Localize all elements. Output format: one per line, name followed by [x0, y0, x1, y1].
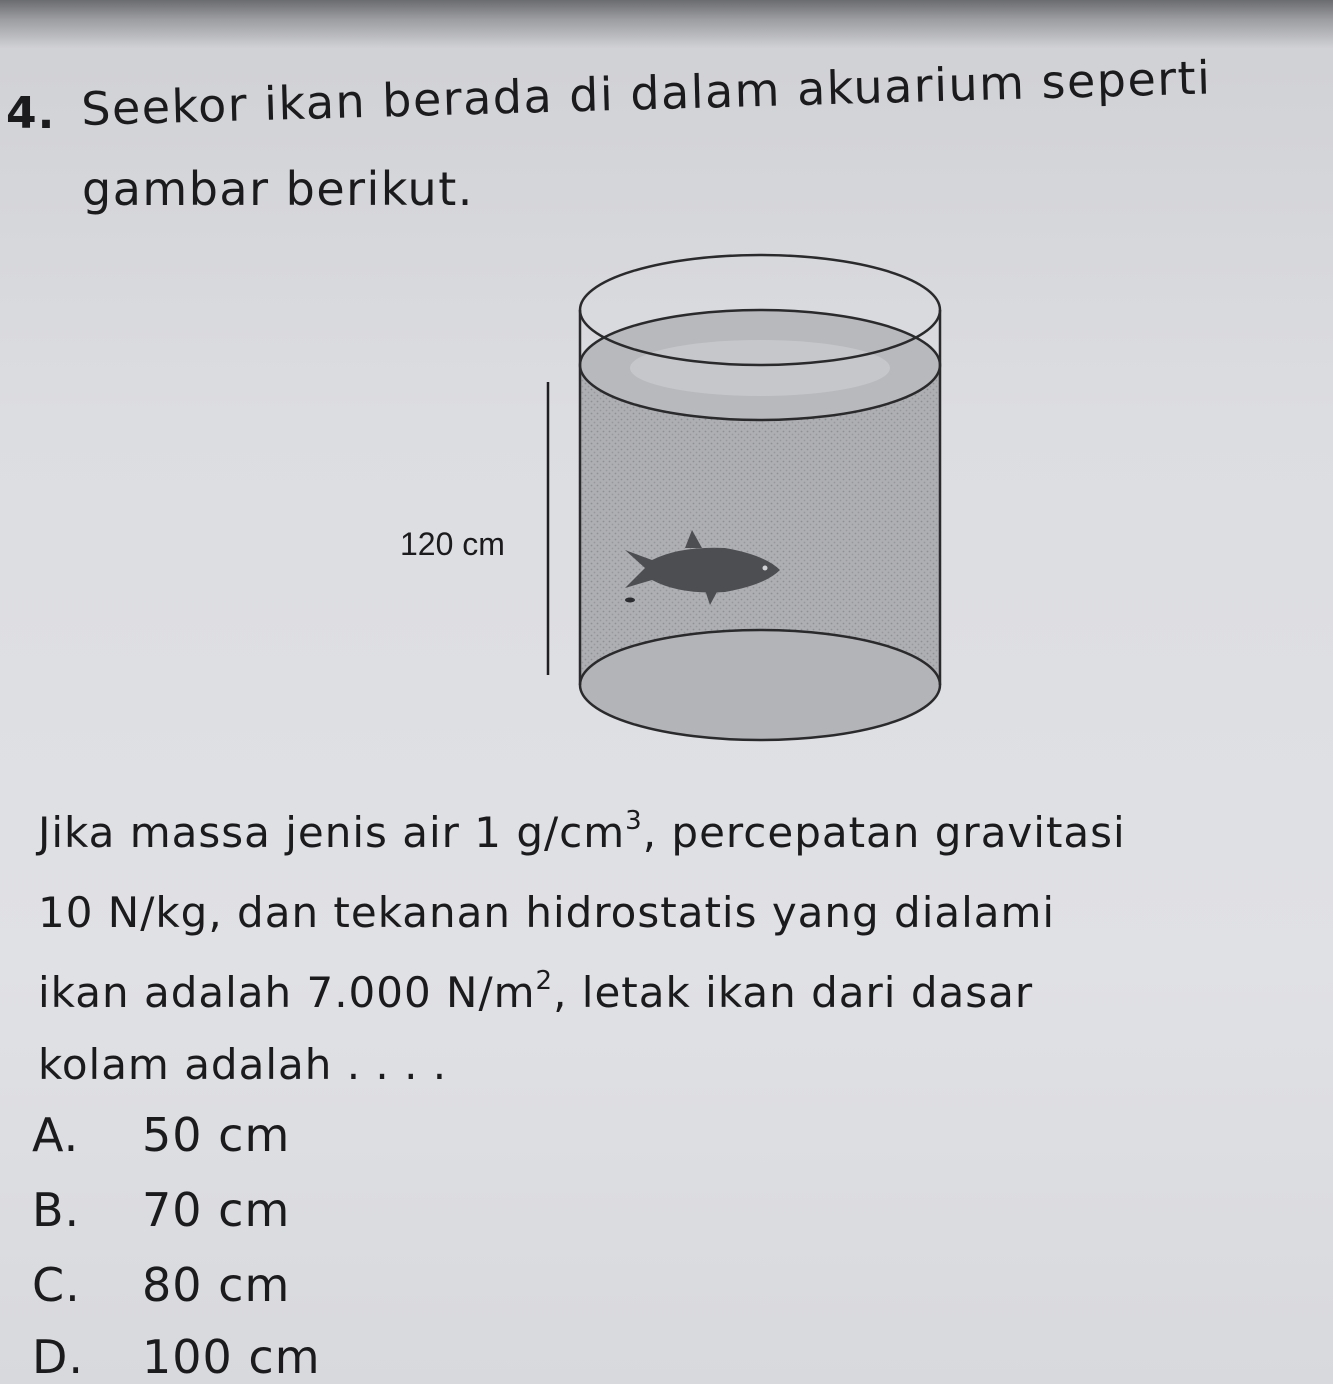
height-label: 120 cm [400, 526, 505, 562]
option-c[interactable]: C. 80 cm [32, 1258, 291, 1312]
page-top-shadow [0, 0, 1333, 48]
option-b[interactable]: B. 70 cm [32, 1183, 291, 1237]
question-text-line-1: Seekor ikan berada di dalam akuarium seperti [80, 50, 1213, 137]
body-line-1: Jika massa jenis air 1 $g/cm^3$, percepatan gravitasi [38, 806, 1126, 857]
option-d[interactable]: D. 100 cm [32, 1330, 321, 1384]
question-number: 4. [6, 88, 56, 139]
tank-bottom [580, 630, 940, 740]
option-a[interactable]: A. 50 cm [32, 1108, 291, 1162]
body-line-4: kolam adalah . . . . [38, 1040, 448, 1089]
body-line-3: ikan adalah 7.000 $N/m^2$, letak ikan dari dasar [38, 966, 1034, 1017]
aquarium-figure [380, 250, 960, 760]
question-text-line-2: gambar berikut. [82, 162, 474, 216]
body-line-2: 10 N/kg, dan tekanan hidrostatis yang dialami [38, 888, 1056, 937]
